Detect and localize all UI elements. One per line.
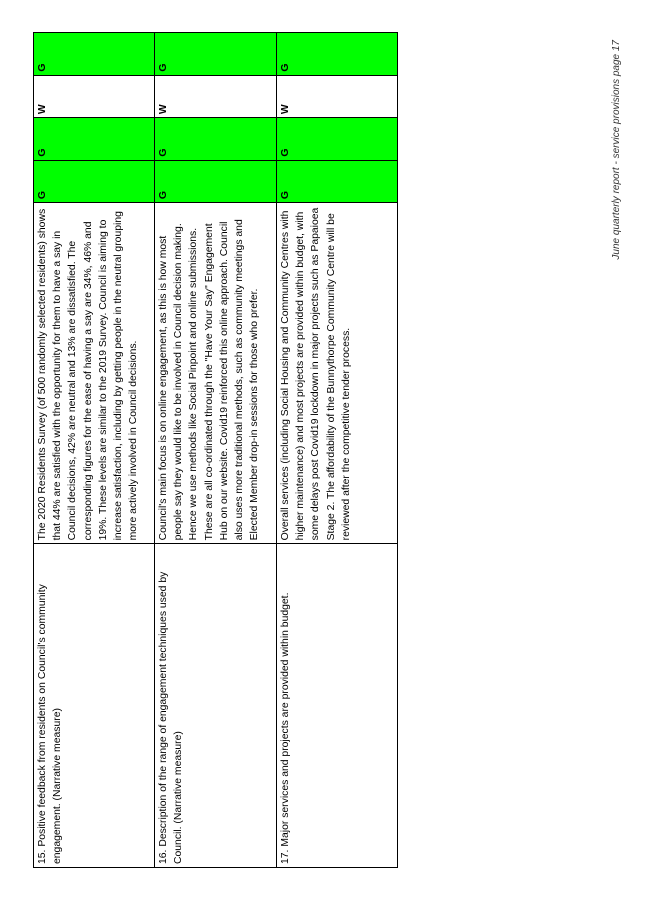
comment-cell: Overall services (including Social Housing and Community Centres with higher maintenance) and most projects are provided within budget, with some delays post Covid19 lockdown in major projects such as Papaioea Stage 2. The affordability of the Bunnythorpe Community Centre will be reviewed after the competitive tender process.	[277, 203, 398, 544]
status-cell-q2: G	[155, 118, 277, 161]
comment-cell: The 2020 Residents Survey (of 500 randomly selected residents) shows that 44% are satisfied with the opportunity for them to have a say in Council decisions, 42% are neutral and 13% are dissatisfied. The corresponding figures for the ease of having a say are 34%, 46% and 19%. These levels are similar to the 2019 Survey. Council is aiming to increase satisfaction, including by getting people in the neutral grouping more actively involved in Council decisions.	[34, 203, 155, 544]
status-cell-q4: G	[34, 33, 155, 76]
page-footer: June quarterly report - service provisions page 17	[611, 40, 622, 260]
status-cell-q3: W	[34, 75, 155, 118]
measure-cell: 17. Major services and projects are provided within budget.	[277, 544, 398, 868]
comment-cell: Council's main focus is on online engagement, as this is how most people say they would like to be involved in Council decision making. Hence we use methods like Social Pinpoint and online submissions. These are all co-ordinated through the "Have Your Say" Engagement Hub on our website. Covid19 reinforced this online approach. Council also uses more traditional methods, such as community meetings and Elected Member drop-in sessions for those who prefer.	[155, 203, 277, 544]
table-row	[277, 33, 398, 868]
status-cell-q3: W	[277, 75, 398, 118]
status-cell-q3: W	[155, 75, 277, 118]
measure-cell: 15. Positive feedback from residents on Council's community engagement. (Narrative measure)	[34, 544, 155, 868]
measure-cell: 16. Description of the range of engagement techniques used by Council. (Narrative measure)	[155, 544, 277, 868]
status-cell-q1: G	[34, 160, 155, 203]
table-row	[155, 33, 277, 868]
status-cell-q1: G	[277, 160, 398, 203]
status-cell-q2: G	[34, 118, 155, 161]
status-cell-q4: G	[155, 33, 277, 76]
status-cell-q1: G	[155, 160, 277, 203]
table-row	[34, 33, 155, 868]
status-cell-q4: G	[277, 33, 398, 76]
service-provisions-table	[33, 32, 398, 868]
status-cell-q2: G	[277, 118, 398, 161]
